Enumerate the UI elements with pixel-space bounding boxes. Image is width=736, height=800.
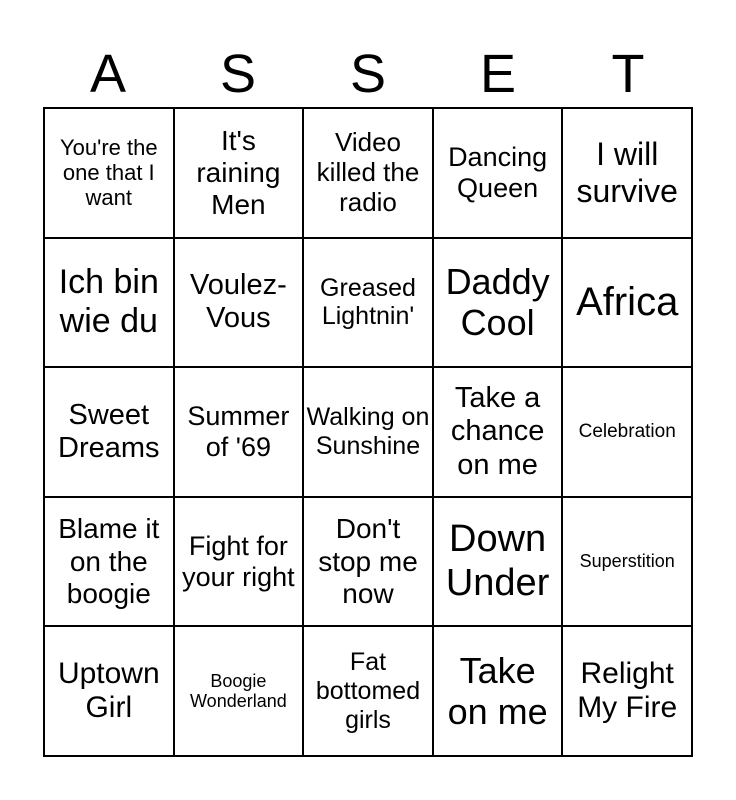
bingo-cell[interactable]: Superstition	[562, 497, 692, 627]
bingo-cell[interactable]: Boogie Wonderland	[174, 626, 304, 756]
bingo-cell[interactable]: Down Under	[433, 497, 563, 627]
bingo-cell[interactable]: Ich bin wie du	[44, 238, 174, 368]
bingo-cell[interactable]: Dancing Queen	[433, 108, 563, 238]
bingo-cell[interactable]: Blame it on the boogie	[44, 497, 174, 627]
header-letter: E	[479, 44, 517, 104]
bingo-cell[interactable]: Celebration	[562, 367, 692, 497]
bingo-cell[interactable]: Fight for your right	[174, 497, 304, 627]
bingo-cell[interactable]: Uptown Girl	[44, 626, 174, 756]
bingo-cell[interactable]: It's raining Men	[174, 108, 304, 238]
header-letter: S	[219, 44, 257, 104]
bingo-cell[interactable]: Take on me	[433, 626, 563, 756]
bingo-cell[interactable]: Walking on Sunshine	[303, 367, 433, 497]
bingo-cell[interactable]: Take a chance on me	[433, 367, 563, 497]
bingo-cell[interactable]: Greased Lightnin'	[303, 238, 433, 368]
bingo-cell[interactable]: Video killed the radio	[303, 108, 433, 238]
bingo-cell[interactable]: Voulez-Vous	[174, 238, 304, 368]
bingo-cell[interactable]: Sweet Dreams	[44, 367, 174, 497]
bingo-cell[interactable]: Don't stop me now	[303, 497, 433, 627]
header-letter: S	[349, 44, 387, 104]
bingo-cell[interactable]: You're the one that I want	[44, 108, 174, 238]
bingo-cell[interactable]: Africa	[562, 238, 692, 368]
header-letter: T	[611, 44, 645, 104]
bingo-cell[interactable]: Daddy Cool	[433, 238, 563, 368]
bingo-cell[interactable]: Relight My Fire	[562, 626, 692, 756]
bingo-header	[43, 44, 693, 104]
bingo-cell[interactable]: I will survive	[562, 108, 692, 238]
bingo-cell[interactable]: Fat bottomed girls	[303, 626, 433, 756]
bingo-grid	[43, 107, 693, 757]
bingo-cell[interactable]: Summer of '69	[174, 367, 304, 497]
header-letter: A	[89, 44, 127, 104]
